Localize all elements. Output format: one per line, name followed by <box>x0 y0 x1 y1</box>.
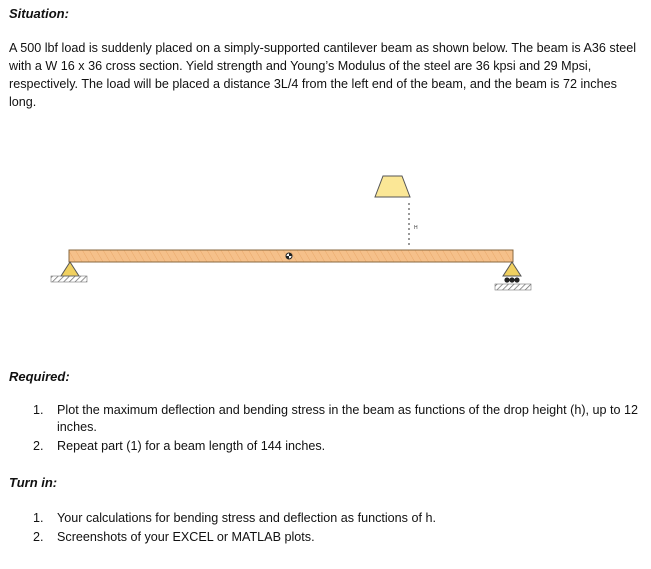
turn-in-item-2 <box>9 529 639 546</box>
left-pin-support <box>61 262 79 276</box>
required-item-2 <box>9 438 639 455</box>
required-list <box>9 402 639 457</box>
centroid-marker <box>286 253 292 259</box>
required-item-1 <box>9 402 639 436</box>
turn-in-item-1-text: Your calculations for bending stress and deflection as functions of h. <box>57 511 436 525</box>
left-ground <box>51 276 87 282</box>
right-ground <box>495 284 531 290</box>
situation-text: A 500 lbf load is suddenly placed on a simply-supported cantilever beam as shown below. The beam is A36 steel with a W 16 x 36 cross section. Yield strength and Young’s Modulus of the steel are 36 kpsi and 29 Mpsi, respectively. The load will be placed a distance 3L/4 from the left end of the beam, and the beam is 72 inches long. <box>9 41 637 109</box>
turn-in-item-1-number: 1. <box>33 511 44 525</box>
turn-in-item-2-text: Screenshots of your EXCEL or MATLAB plots. <box>57 530 315 544</box>
drop-height-label: H <box>414 225 418 231</box>
required-heading: Required: <box>9 369 70 384</box>
right-rollers <box>504 277 519 282</box>
required-item-1-text: Plot the maximum deflection and bending stress in the beam as functions of the drop height (h), up to 12 inches. <box>57 403 639 434</box>
turn-in-heading: Turn in: <box>9 475 58 490</box>
turn-in-item-1 <box>9 510 639 527</box>
required-item-2-text: Repeat part (1) for a beam length of 144 inches. <box>57 439 326 453</box>
situation-heading: Situation: <box>9 6 69 21</box>
turn-in-list <box>9 510 639 548</box>
right-roller-support <box>503 262 521 276</box>
turn-in-item-2-number: 2. <box>33 530 44 544</box>
required-item-2-number: 2. <box>33 439 44 453</box>
drop-load <box>375 176 410 197</box>
required-item-1-number: 1. <box>33 403 44 417</box>
